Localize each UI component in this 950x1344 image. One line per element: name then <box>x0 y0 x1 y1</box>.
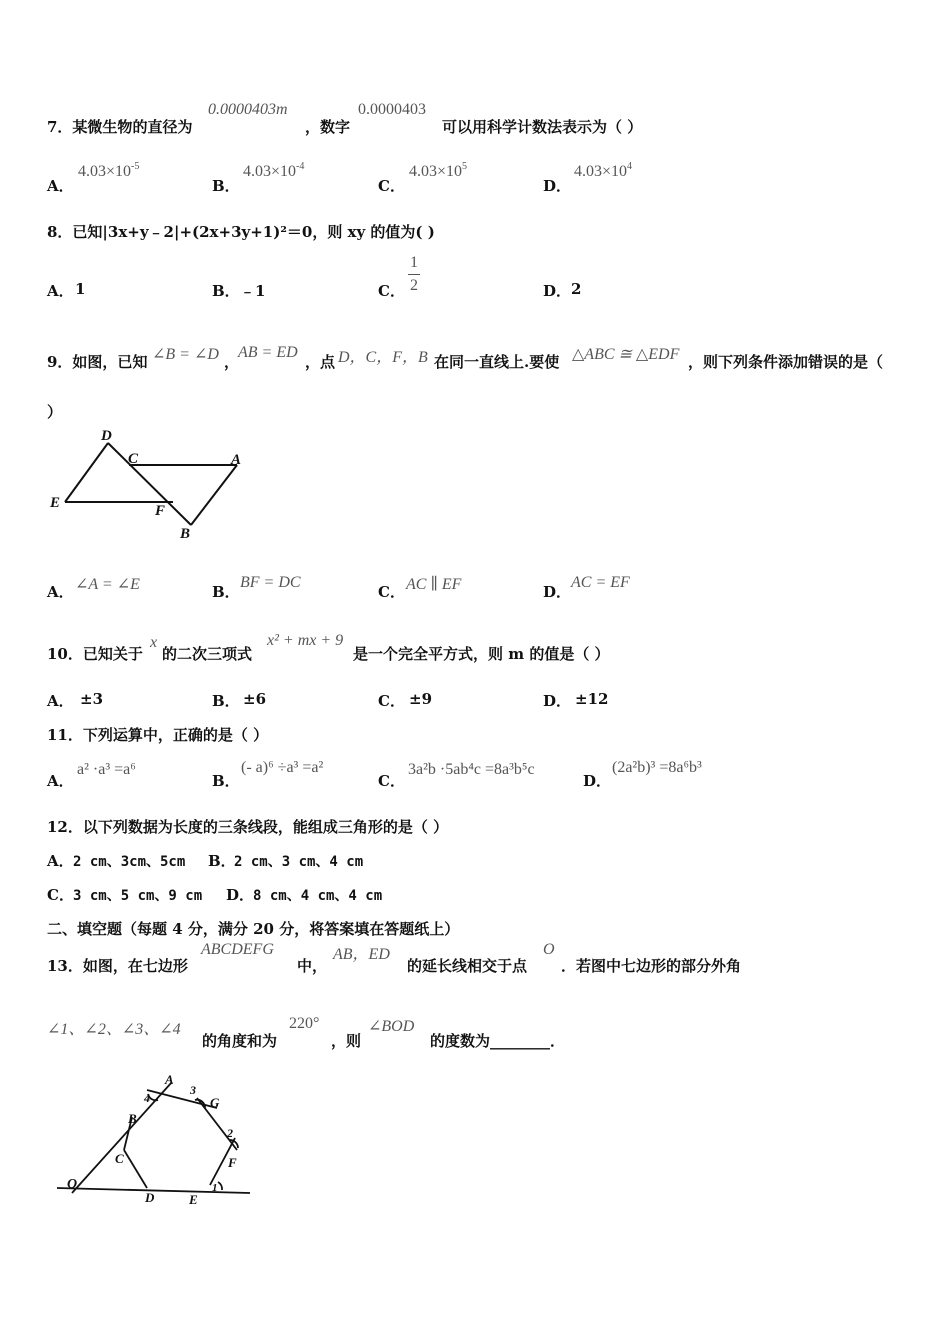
q12-stem: 12．以下列数据为长度的三条线段，能组成三角形的是（ ） <box>47 818 449 836</box>
q13-figure <box>52 1070 257 1210</box>
q11-option-d-label: D． <box>583 772 612 790</box>
q9-stem-mid: 在同一直线上.要使 <box>434 353 560 371</box>
label-A: A <box>231 452 242 468</box>
q13-angle-sum: 220° <box>289 1015 320 1032</box>
q10-option-c-label: C． <box>378 692 405 710</box>
q7-option-a-value: $4.03\times 10^{-5}$ <box>78 161 140 180</box>
q8-fraction-numerator: 1 <box>410 254 418 271</box>
q9-condition-2: AB = ED <box>238 344 298 361</box>
label-B: B <box>128 1111 137 1126</box>
label-3: 3 <box>190 1083 196 1097</box>
label-F: F <box>228 1155 237 1170</box>
q11-option-d-value: (2a²b)³ =8a⁶b³ <box>612 759 702 776</box>
q12-option-c-label: C． <box>47 886 74 904</box>
q10-option-b-label: B． <box>212 692 240 710</box>
q13-stem-mid4: ，则 <box>331 1032 362 1050</box>
q7-option-b-value: $4.03\times 10^{-4}$ <box>243 161 305 180</box>
q9-stem-prefix: 9．如图，已知 <box>47 353 148 371</box>
q9-option-c-label: C． <box>378 583 405 601</box>
section-heading: 二、填空题（每题 4 分，满分 20 分，将答案填在答题纸上） <box>47 920 460 938</box>
q13-angles: ∠1、∠2、∠3、∠4 <box>47 1021 181 1038</box>
q13-stem-suffix: ．若图中七边形的部分外角 <box>561 957 742 975</box>
q8-stem: 8．已知|3x+y﹣2|+(2x+3y+1)²＝0，则 xy 的值为( ) <box>47 223 435 241</box>
q9-sep-2: ，点 <box>305 353 336 371</box>
q10-stem-mid: 的二次三项式 <box>162 645 253 663</box>
q10-option-c-value: ±9 <box>409 690 433 708</box>
q10-option-a-label: A． <box>47 692 74 710</box>
q9-congruence: △ABC ≅ △EDF <box>572 346 680 363</box>
line-AB <box>191 465 237 525</box>
q12-option-b-label: B． <box>208 852 236 870</box>
q10-option-a-value: ±3 <box>80 690 104 708</box>
q13-stem-mid2: 的延长线相交于点 <box>407 957 528 975</box>
q9-condition-1: ∠B = ∠D <box>152 346 219 363</box>
q9-points: D，C，F，B <box>338 349 428 366</box>
q13-point-o: O <box>543 941 555 958</box>
q7-option-d-label: D． <box>543 177 572 195</box>
q13-stem-prefix: 13．如图，在七边形 <box>47 957 188 975</box>
line-DE <box>65 443 108 502</box>
q11-option-b-value: (- a)⁶ ÷a³ =a² <box>241 759 324 776</box>
q9-option-a-value: ∠A = ∠E <box>75 576 140 593</box>
q8-option-c-label: C． <box>378 282 405 300</box>
label-B: B <box>180 526 191 542</box>
q12-option-d-label: D． <box>226 886 255 904</box>
q7-option-d-value: $4.03\times 10^4$ <box>574 161 633 180</box>
q10-option-d-value: ±12 <box>575 690 609 708</box>
label-F: F <box>155 503 166 519</box>
label-D: D <box>101 428 112 444</box>
label-O: O <box>67 1177 78 1192</box>
q11-option-c-value: 3a²b ·5ab⁴c =8a³b⁵c <box>408 761 535 778</box>
line-CD <box>124 1150 147 1188</box>
q11-option-b-label: B． <box>212 772 240 790</box>
q12-option-a-label: A． <box>47 852 74 870</box>
q7-stem-mid: ，数字 <box>305 118 351 136</box>
label-A: A <box>165 1072 174 1087</box>
q9-option-d-label: D． <box>543 583 572 601</box>
q12-option-c-value: 3 cm、5 cm、9 cm <box>73 888 203 904</box>
q8-option-a-label: A． <box>47 282 74 300</box>
q7-option-b-label: B． <box>212 177 240 195</box>
q9-option-d-value: AC = EF <box>571 574 630 591</box>
arc-1 <box>218 1182 222 1190</box>
q11-option-c-label: C． <box>378 772 405 790</box>
q7-option-c-value: $4.03\times 10^5$ <box>409 161 468 180</box>
q11-option-a-value: a² ·a³ =a⁶ <box>77 761 136 778</box>
q8-fraction-denominator: 2 <box>410 277 418 294</box>
q10-variable: x <box>150 634 158 651</box>
label-4: 4 <box>144 1091 150 1105</box>
q10-option-b-value: ±6 <box>243 690 267 708</box>
label-D: D <box>145 1190 155 1205</box>
q11-option-a-label: A． <box>47 772 74 790</box>
q7-stem-suffix: 可以用科学计数法表示为（ ） <box>442 118 643 136</box>
line-DB <box>108 443 191 525</box>
q10-expression: x² + mx + 9 <box>267 632 344 649</box>
q13-stem-mid3: 的角度和为 <box>202 1032 278 1050</box>
q9-option-c-value: AC ∥ EF <box>406 576 462 593</box>
q13-polygon: ABCDEFG <box>201 941 274 958</box>
q8-option-c-fraction <box>406 254 422 295</box>
q9-figure <box>45 425 255 543</box>
q7-stem-prefix: 7．某微生物的直径为 <box>47 118 193 136</box>
line-OA <box>72 1082 172 1193</box>
q12-option-d-value: 8 cm、4 cm、4 cm <box>253 888 383 904</box>
q12-option-b-value: 2 cm、3 cm、4 cm <box>234 854 364 870</box>
q12-option-a-value: 2 cm、3cm、5cm <box>73 854 186 870</box>
q9-sep-1: ， <box>224 353 240 371</box>
q10-stem-prefix: 10．已知关于 <box>47 645 143 663</box>
q9-stem-suffix: ，则下列条件添加错误的是（ <box>688 353 884 371</box>
q8-option-b-label: B． <box>212 282 240 300</box>
q10-option-d-label: D． <box>543 692 572 710</box>
q7-option-a-label: A． <box>47 177 74 195</box>
q7-value-1: 0.0000403m <box>208 101 288 118</box>
label-1: 1 <box>212 1182 218 1194</box>
q7-option-c-label: C． <box>378 177 405 195</box>
label-C: C <box>128 451 139 467</box>
label-E: E <box>50 495 61 511</box>
q8-option-d-value: 2 <box>571 280 582 298</box>
label-G: G <box>210 1095 220 1110</box>
q13-target-angle: ∠BOD <box>368 1018 415 1035</box>
q9-option-b-label: B． <box>212 583 240 601</box>
label-C: C <box>115 1151 124 1166</box>
q11-stem: 11．下列运算中，正确的是（ ） <box>47 726 269 744</box>
q9-option-a-label: A． <box>47 583 74 601</box>
q13-stem-end: 的度数为________． <box>430 1032 566 1050</box>
q9-option-b-value: BF = DC <box>240 574 301 591</box>
label-E: E <box>189 1192 198 1207</box>
q9-stem-close: ） <box>47 403 63 421</box>
q13-stem-mid1: 中， <box>297 957 328 975</box>
q8-option-a-value: 1 <box>75 280 86 298</box>
q8-option-b-value: ﹣1 <box>240 282 266 300</box>
q7-value-2: 0.0000403 <box>358 101 426 118</box>
q8-option-d-label: D． <box>543 282 572 300</box>
q13-lines: AB，ED <box>333 946 390 963</box>
q10-stem-suffix: 是一个完全平方式，则 m 的值是（ ） <box>353 645 610 663</box>
label-2: 2 <box>227 1126 233 1140</box>
